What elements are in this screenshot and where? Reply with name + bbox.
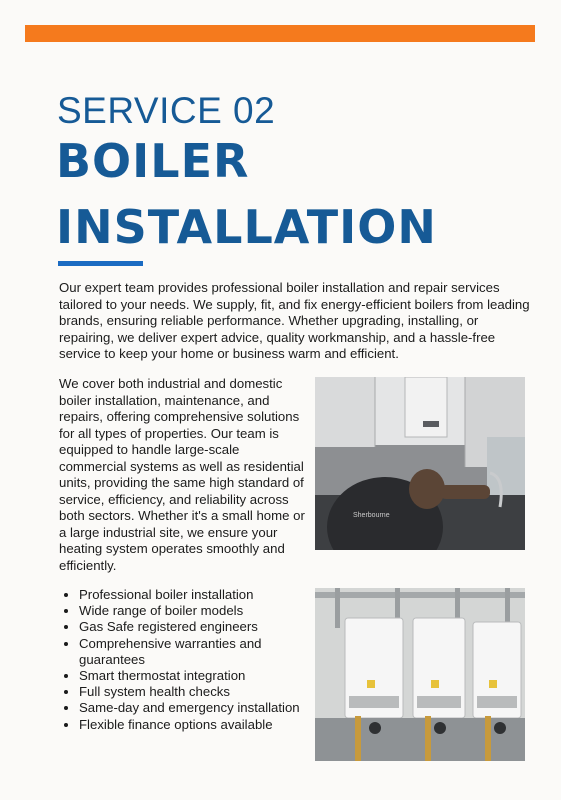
svg-text:Sherbourne: Sherbourne — [353, 512, 390, 519]
engineer-fitting-boiler-photo — [315, 377, 525, 550]
list-item: • Flexible finance options available — [79, 717, 329, 733]
list-item: • Full system health checks — [79, 684, 329, 700]
page-title-line-1: BOILER — [56, 134, 250, 188]
list-item: • Gas Safe registered engineers — [79, 619, 329, 635]
title-underline — [58, 261, 143, 266]
features-list — [60, 587, 329, 733]
service-number: SERVICE 02 — [57, 90, 276, 131]
list-item: • Same-day and emergency installation — [79, 700, 329, 716]
coverage-paragraph: We cover both industrial and domestic boiler installation, maintenance, and repairs, offering comprehensive solutions for all types of properties. Our team is equipped to handle large-scale commercial systems as well as residential units, providing the same high standard of service, efficiency, and reliability across both sectors. Whether it's a small home or a large industrial site, we ensure your heating system operates smoothly and efficiently. — [59, 376, 305, 573]
page-title-line-2: INSTALLATION — [56, 200, 437, 254]
intro-paragraph: Our expert team provides professional boiler installation and repair services tailored to your needs. We supply, fit, and fix energy-efficient boilers from leading brands, ensuring reliable performance. Whether upgrading, installing, or repairing, we deliver expert advice, quality workmanship, and a hassle-free service to keep your home or business warm and efficient. — [59, 280, 530, 361]
list-item: • Professional boiler installation — [79, 587, 329, 603]
list-item: • Smart thermostat integration — [79, 668, 329, 684]
top-accent-bar — [25, 25, 535, 42]
commercial-boilers-photo — [315, 588, 525, 761]
list-item: • Wide range of boiler models — [79, 603, 329, 619]
list-item: • Comprehensive warranties and guarantees — [79, 636, 329, 668]
